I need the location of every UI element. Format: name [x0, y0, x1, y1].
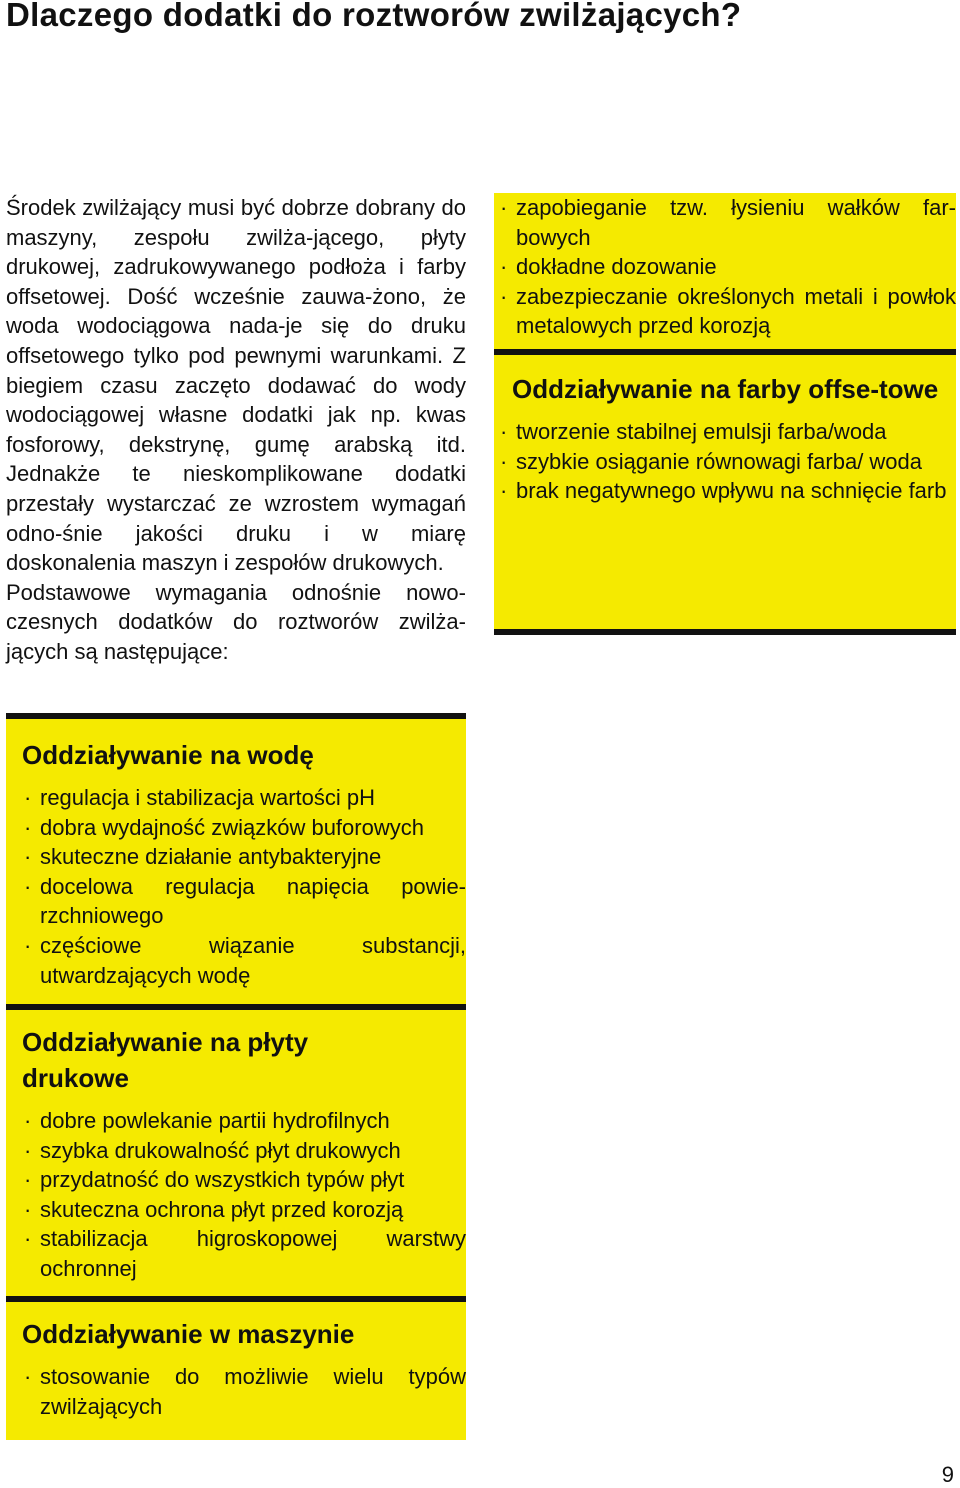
- intro-text: [6, 193, 466, 667]
- list-item: · zabezpieczanie określonych metali i powłok metalowych przed korozją: [498, 282, 956, 341]
- box-machine: [6, 1296, 466, 1440]
- box-inks-list: [498, 417, 956, 506]
- list-item: · docelowa regulacja napięcia powie-rzchniowego: [22, 872, 466, 931]
- box-water: [6, 713, 466, 1004]
- list-item: · szybkie osiąganie równowagi farba/ woda: [498, 447, 956, 477]
- list-item: · brak negatywnego wpływu na schnięcie farb: [498, 476, 956, 506]
- intro-paragraph: Środek zwilżający musi być dobrze dobrany do maszyny, zespołu zwilża-jącego, płyty drukowej, zadrukowywanego podłoża i farby offsetowej. Dość wcześnie zauwa-żono, że woda wodociągowa nada-je się do druku offsetowego tylko pod pewnymi warunkami. Z biegiem czasu zaczęto dodawać do wody wodociągowej własne dodatki jak np. kwas fosforowy, dekstrynę, gumę arabską itd. Jednakże te nieskomplikowane dodatki przestały wystarczać ze wzrostem wymagań odno-śnie jakości druku i w miarę doskonalenia maszyn i zespołów drukowych.: [6, 195, 466, 576]
- box-inks-heading: Oddziaływanie na farby offse-towe: [512, 374, 939, 404]
- box-water-list: [22, 783, 466, 990]
- list-item: · szybka drukowalność płyt drukowych: [22, 1136, 466, 1166]
- intro-paragraph: Podstawowe wymagania odnośnie nowo-czesnych dodatków do roztworów zwilża-jących są następujące:: [6, 579, 466, 664]
- list-item: · dobre powlekanie partii hydrofilnych: [22, 1106, 466, 1136]
- box-water-heading: Oddziaływanie na wodę: [22, 740, 314, 770]
- page-number: 9: [941, 1462, 954, 1487]
- box-plates-list: [22, 1106, 466, 1284]
- box-plates: [6, 1004, 466, 1296]
- list-item: · częściowe wiązanie substancji, utwardzających wodę: [22, 931, 466, 990]
- list-item: · stosowanie do możliwie wielu typów zwilżających: [22, 1362, 466, 1421]
- list-item: · skuteczne działanie antybakteryjne: [22, 842, 466, 872]
- list-item: · tworzenie stabilnej emulsji farba/woda: [498, 417, 956, 447]
- box-machine-heading: Oddziaływanie w maszynie: [22, 1319, 355, 1349]
- list-item: · dobra wydajność związków buforowych: [22, 813, 466, 843]
- list-item: · regulacja i stabilizacja wartości pH: [22, 783, 466, 813]
- page-title: Dlaczego dodatki do roztworów zwilżających?: [6, 0, 742, 33]
- box-machine-continued-list: [498, 193, 956, 341]
- list-item: · przydatność do wszystkich typów płyt: [22, 1165, 466, 1195]
- list-item: · skuteczna ochrona płyt przed korozją: [22, 1195, 466, 1225]
- list-item: · stabilizacja higroskopowej warstwy ochronnej: [22, 1224, 466, 1283]
- box-inks: [494, 355, 956, 635]
- list-item: · zapobieganie tzw. łysieniu wałków far-bowych: [498, 193, 956, 252]
- box-machine-continued: [494, 193, 956, 355]
- box-plates-heading: Oddziaływanie na płyty drukowe: [22, 1027, 309, 1093]
- box-machine-list: [22, 1362, 466, 1421]
- list-item: · dokładne dozowanie: [498, 252, 956, 282]
